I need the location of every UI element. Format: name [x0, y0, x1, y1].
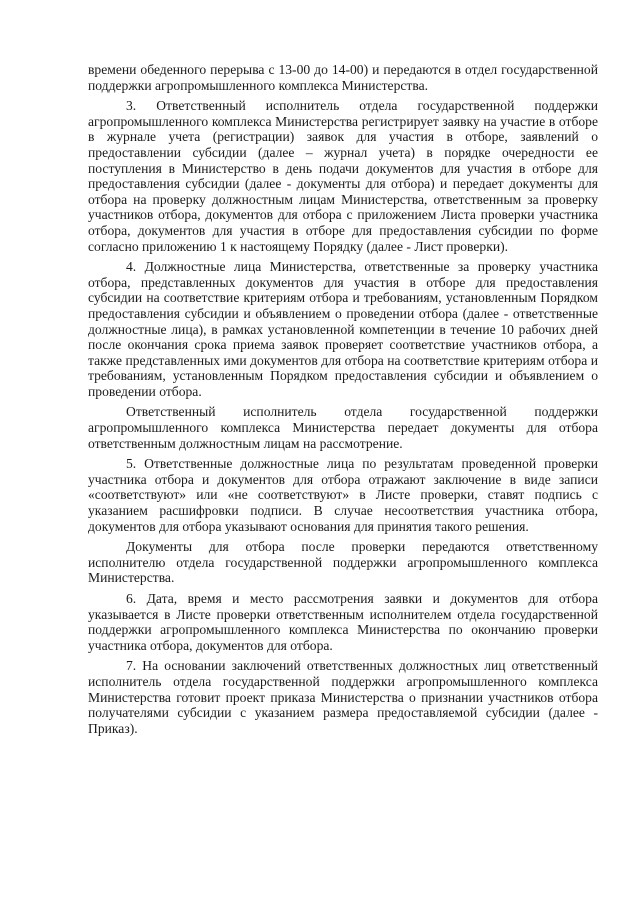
paragraph-item-7: 7. На основании заключений ответственных должностных лиц ответственный исполнитель отдела государственной поддержки агропромышленного комплекса Министерства готовит проект приказа Министерства о признании участников отбора получателями субсидии с указанием размера предоставляемой субсидии (далее - Приказ).: [88, 658, 598, 736]
paragraph-item-6: 6. Дата, время и место рассмотрения заявки и документов для отбора указывается в Листе проверки ответственным исполнителем отдела государственной поддержки агропромышленного комплекса Министерства по окончанию проверки участника отбора, документов для отбора.: [88, 591, 598, 653]
paragraph-item-4: 4. Должностные лица Министерства, ответственные за проверку участника отбора, представленных документов для участия в отборе для предоставления субсидии на соответствие критериям отбора и требованиям, установленным Порядком предоставления субсидии и объявлением о проведении отбора (далее - ответственные должностные лица), в рамках установленной компетенции в течение 10 рабочих дней после окончания срока приема заявок проверяет соответствие участников отбора, а также представленных ими документов для отбора на соответствие критериям отбора и требованиям, установленным Порядком предоставления субсидии и объявлением о проведении отбора.: [88, 259, 598, 399]
paragraph-item-4-transfer: Ответственный исполнитель отдела государственной поддержки агропромышленного комплекса Министерства передает документы для отбора ответственным должностным лицам на рассмотрение.: [88, 404, 598, 451]
paragraph-item-3: 3. Ответственный исполнитель отдела государственной поддержки агропромышленного комплекса Министерства регистрирует заявку на участие в отборе в журнале учета (регистрации) заявок для участия в отборе, заявлений о предоставлении субсидии (далее – журнал учета) в порядке очередности ее поступления в Министерство в день подачи документов для участия в отборе для предоставления субсидии (далее - документы для отбора) и передает документы для отбора на проверку должностным лицам Министерства, ответственным за проверку участников отбора, документов для отбора с приложением Листа проверки участника отбора, документов для участия в отборе для предоставления субсидии по форме согласно приложению 1 к настоящему Порядку (далее - Лист проверки).: [88, 98, 598, 254]
paragraph-item-5-transfer: Документы для отбора после проверки передаются ответственному исполнителю отдела государственной поддержки агропромышленного комплекса Министерства.: [88, 539, 598, 586]
document-body: [88, 62, 598, 741]
paragraph-item-5: 5. Ответственные должностные лица по результатам проведенной проверки участника отбора и документов для отбора отражают заключение в виде записи «соответствуют» или «не соответствуют» в Листе проверки, ставят подпись с указанием расшифровки подписи. В случае несоответствия участника отбора, документов для отбора указывают основания для принятия такого решения.: [88, 456, 598, 534]
paragraph-continuation: времени обеденного перерыва с 13-00 до 14-00) и передаются в отдел государственной поддержки агропромышленного комплекса Министерства.: [88, 62, 598, 93]
